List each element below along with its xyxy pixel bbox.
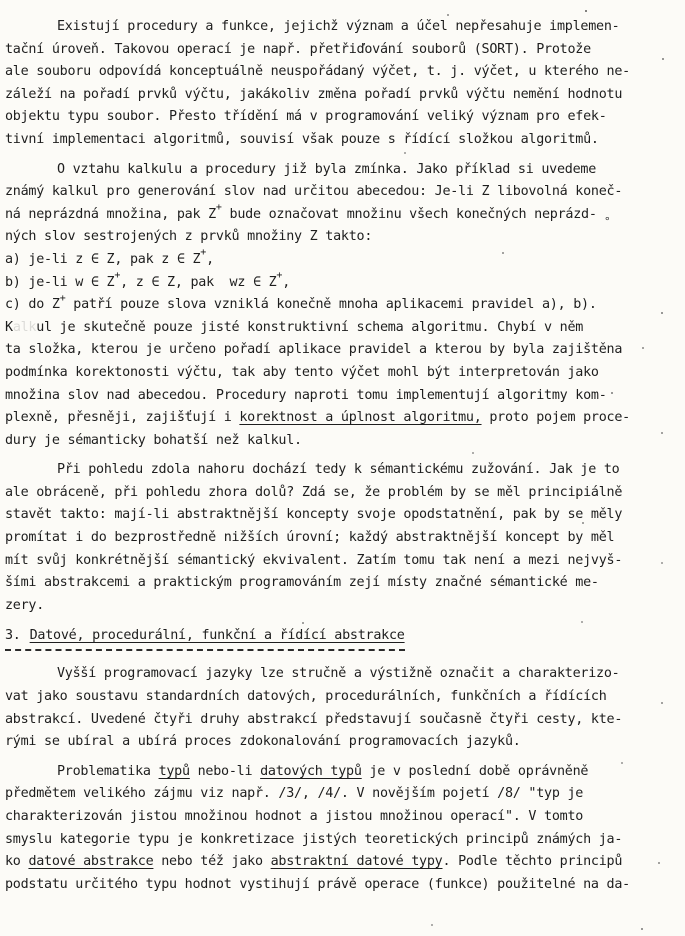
document-body [5,16,669,896]
text-line: množina slov nad abecedou. Procedury naproti tomu implementují algoritmy kom- [5,387,607,403]
text-line: stavět takto: mají-li abstraktnější koncepty svoje opodstatnění, pak by se měly [5,507,623,523]
text-line: tační úroveň. Takovou operací je např. přetřiďování souborů (SORT). Protože [5,41,591,57]
list-item: c) do Z+ patří pouze slova vzniklá konečně mnoha aplikacemi pravidel a), b). [5,292,597,313]
text-line: tivní implementaci algoritmů, souvisí však pouze s řídící složkou algoritmů. [5,131,599,147]
text-line: O vztahu kalkulu a procedury již byla zmínka. Jako příklad si uvedeme [57,161,597,177]
text-line: šími abstrakcemi a praktickým programováním zejí místy značné sémantické me- [5,575,599,591]
text-line: charakterizován jistou množinou hodnot a jistou množinou operací". V tomto [5,809,584,824]
heading-underline [5,627,405,651]
text-line: Existují procedury a funkce, jejichž význam a účel nepřesahuje implemen- [57,19,620,34]
text-line: smyslu kategorie typu je konkretizace jistých teoretických principů známých ja- [5,831,623,847]
text-line: předmětem velikého zájmu viz např. /3/, /4/. V novějším pojetí /8/ "typ je [5,786,584,802]
section-number: 3. [5,628,21,644]
text-line: záleží na pořadí prvků výčtu, jakákoliv změna pořadí prvků výčtu nemění hodnotu [5,86,623,102]
text-line: mít svůj konkrétnější sémantický ekvivalent. Zatím tomu tak není a mezi nejvyš- [5,552,623,568]
stray-mark: ° [604,215,611,228]
text-line: ta složka, kterou je určeno pořadí aplikace pravidel a kterou by byla zajištěna [5,342,623,358]
text-line: ná neprázdná množina, pak Z+ bude označovat množinu všech konečných neprázd- [5,202,597,222]
text-line: Problematika typů nebo-li datových typů je v poslední době oprávněně [57,763,589,779]
text-line: zery. [5,597,45,613]
text-line: Kalkul je skutečně pouze jisté konstruktivní schema algoritmu. Chybí v něm [5,319,584,335]
text-line: ale souboru odpovídá konceptuálně neuspořádaný výčet, t. j. výčet, u kterého ne- [5,64,630,80]
text-line: Vyšší programovací jazyky lze stručně a výstižně označit a charakterizo- [57,666,620,682]
paragraph [5,159,669,249]
text-line: abstrakcí. Uvedené čtyři druhy abstrakcí představují současně čtyři cesty, kte- [5,711,623,727]
text-line: známý kalkul pro generování slov nad určitou abecedou: Je-li Z libovolná koneč- [5,184,623,200]
text-line: rými se ubíral a ubírá proces zdokonalování programovacích jazyků. [5,734,521,750]
text-line: ale obráceně, při pohledu zhora dolů? Zdá se, že problém by se měl principiálně [5,484,623,500]
text-line: podmínka korektonosti výčtu, tak aby tento výčet mohl být interpretován jako [5,364,599,380]
text-line: ko datové abstrakce nebo též jako abstraktní datové typy. Podle těchto principů [5,854,623,870]
text-line: Při pohledu zdola nahoru dochází tedy k sémantickému zužování. Jak je to [57,462,620,478]
text-line: podstatu určitého typu hodnot vystihují právě operace (funkce) použitelné na da- [5,876,630,892]
rule-list [5,249,669,317]
text-line: ných slov sestrojených z prvků množiny Z takto: [5,229,373,245]
text-line: objektu typu soubor. Přesto třídění má v programování veliký význam pro efek- [5,109,607,125]
paragraph [5,663,669,753]
list-item: a) je-li z ∈ Z, pak z ∈ Z+, [5,247,214,267]
text-line: vat jako soustavu standardních datových, procedurálních, funkčních a řídících [5,689,607,705]
section-title: Datové, procedurální, funkční a řídící abstrakce [29,628,405,644]
text-line: dury je sémanticky bohatší než kalkul. [5,432,302,448]
text-line: promítat i do bezprostředně nižších úrovní; každý abstraktnější koncept by měl [5,530,615,546]
section-heading [5,624,669,651]
photocopy-noise [0,0,2,2]
text-line: plexně, přesněji, zajišťují i korektnost a úplnost algoritmu, proto pojem proce- [5,410,630,426]
paragraph [5,317,669,453]
paragraph [5,761,669,897]
paragraph [5,16,669,152]
list-item: b) je-li w ∈ Z+, z ∈ Z, pak wz ∈ Z+, [5,270,290,290]
paragraph [5,459,669,617]
